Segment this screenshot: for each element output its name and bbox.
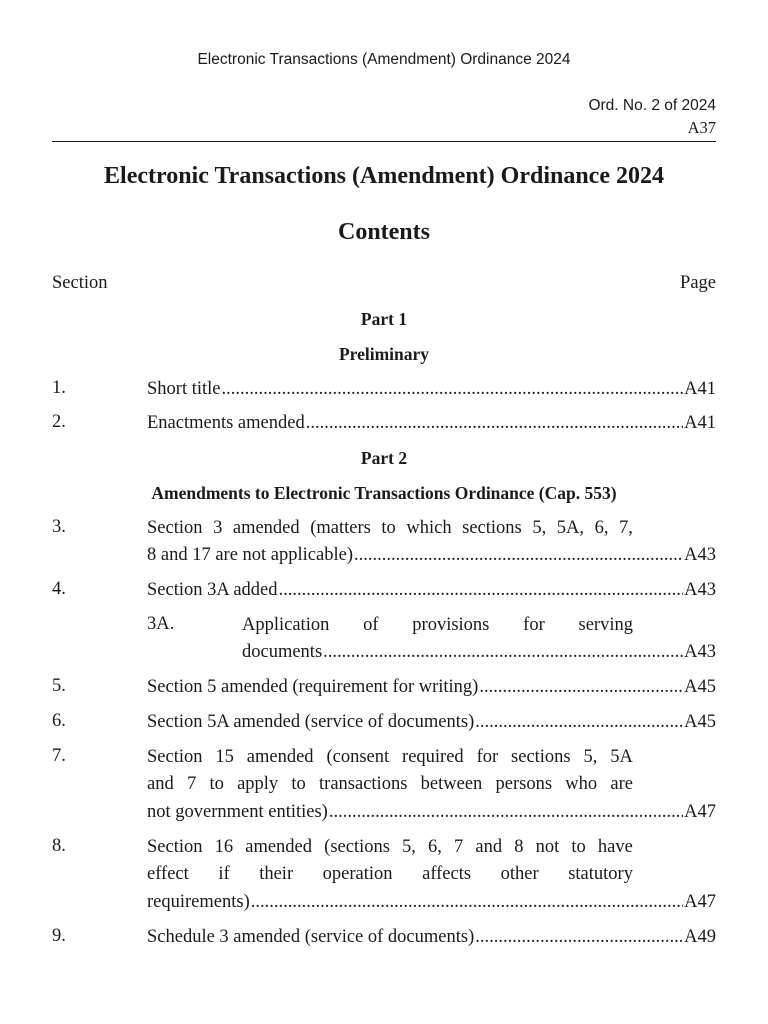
entry-number: 2. bbox=[52, 412, 66, 432]
word: 5, bbox=[583, 747, 598, 767]
word: sections bbox=[511, 747, 571, 767]
entry-number: 4. bbox=[52, 579, 66, 599]
word: 6, bbox=[594, 518, 609, 538]
leader-dots bbox=[329, 801, 683, 823]
entry-text: Short title bbox=[147, 379, 221, 399]
entry-text: Section 5 amended (requirement for writing) bbox=[147, 677, 479, 697]
toc-entry-section-5a-amended[interactable] bbox=[147, 711, 716, 733]
word: (consent bbox=[326, 747, 390, 767]
word: 8 bbox=[514, 837, 524, 857]
word: persons bbox=[495, 774, 553, 794]
word: transactions bbox=[319, 774, 408, 794]
word: 5, bbox=[532, 518, 547, 538]
word: of bbox=[363, 615, 379, 635]
leader-dots bbox=[279, 579, 684, 601]
entry-number: 9. bbox=[52, 926, 66, 946]
toc-entry-section-15-line-3[interactable] bbox=[147, 801, 716, 823]
word: to bbox=[381, 518, 396, 538]
word: who bbox=[565, 774, 598, 794]
leader-dots bbox=[251, 891, 683, 913]
page-number: A37 bbox=[687, 118, 716, 137]
word: 5A bbox=[610, 747, 633, 767]
entry-number: 5. bbox=[52, 676, 66, 696]
entry-text: documents bbox=[242, 642, 323, 662]
word: Section bbox=[147, 518, 203, 538]
word: their bbox=[259, 864, 294, 884]
word: 3 bbox=[213, 518, 223, 538]
entry-text: Enactments amended bbox=[147, 413, 305, 433]
word: effect bbox=[147, 864, 189, 884]
leader-dots bbox=[479, 676, 683, 698]
word: amended bbox=[246, 747, 314, 767]
word: have bbox=[597, 837, 633, 857]
document-title: Electronic Transactions (Amendment) Ordinance 2024 bbox=[104, 163, 664, 189]
word: serving bbox=[578, 615, 633, 635]
word: 15 bbox=[215, 747, 234, 767]
entry-number: 8. bbox=[52, 836, 66, 856]
word: to bbox=[291, 774, 306, 794]
word: and bbox=[475, 837, 503, 857]
word: (sections bbox=[324, 837, 390, 857]
toc-entry-section-15-line-1[interactable] bbox=[147, 746, 633, 768]
toc-entry-section-16-line-1[interactable] bbox=[147, 836, 633, 858]
toc-entry-short-title[interactable] bbox=[147, 378, 716, 400]
entry-page: A45 bbox=[684, 712, 716, 732]
leader-dots bbox=[323, 641, 683, 663]
word: not bbox=[535, 837, 560, 857]
leader-dots bbox=[475, 711, 683, 733]
entry-page: A43 bbox=[684, 580, 716, 600]
word: amended bbox=[232, 518, 300, 538]
word: required bbox=[402, 747, 464, 767]
word: 7, bbox=[619, 518, 633, 538]
toc-entry-section-5-amended[interactable] bbox=[147, 676, 716, 698]
word: between bbox=[420, 774, 483, 794]
leader-dots bbox=[475, 926, 683, 948]
word: to bbox=[209, 774, 224, 794]
entry-text: 8 and 17 are not applicable) bbox=[147, 545, 353, 565]
toc-entry-section-16-line-3[interactable] bbox=[147, 891, 716, 913]
running-header-title: Electronic Transactions (Amendment) Ordinance 2024 bbox=[197, 51, 571, 68]
entry-page: A43 bbox=[684, 545, 716, 565]
toc-entry-section-3-line-1[interactable] bbox=[147, 517, 633, 539]
word: sections bbox=[462, 518, 522, 538]
word: for bbox=[523, 615, 545, 635]
word: statutory bbox=[568, 864, 633, 884]
part-2-label: Part 2 bbox=[360, 448, 408, 468]
entry-number: 7. bbox=[52, 746, 66, 766]
entry-page: A47 bbox=[684, 892, 716, 912]
word: to bbox=[571, 837, 586, 857]
entry-page: A41 bbox=[684, 413, 716, 433]
toc-entry-section-3a-added[interactable] bbox=[147, 579, 716, 601]
entry-number: 6. bbox=[52, 711, 66, 731]
word: operation bbox=[322, 864, 393, 884]
word: 7 bbox=[186, 774, 197, 794]
word: and bbox=[147, 774, 174, 794]
word: Section bbox=[147, 837, 203, 857]
word: are bbox=[610, 774, 633, 794]
word: Application bbox=[242, 615, 330, 635]
word: 7 bbox=[454, 837, 464, 857]
toc-subentry-3a-line-1[interactable] bbox=[242, 614, 633, 636]
word: if bbox=[218, 864, 230, 884]
header-rule bbox=[52, 141, 716, 142]
entry-text: Section 3A added bbox=[147, 580, 278, 600]
entry-page: A45 bbox=[684, 677, 716, 697]
entry-page: A49 bbox=[684, 927, 716, 947]
part-1-title: Preliminary bbox=[338, 344, 430, 364]
toc-entry-enactments-amended[interactable] bbox=[147, 412, 716, 434]
toc-subentry-3a-line-2[interactable] bbox=[242, 641, 716, 663]
leader-dots bbox=[222, 378, 684, 400]
word: other bbox=[500, 864, 539, 884]
word: apply bbox=[237, 774, 279, 794]
leader-dots bbox=[354, 544, 683, 566]
contents-heading: Contents bbox=[337, 219, 430, 245]
ordinance-number: Ord. No. 2 of 2024 bbox=[588, 97, 716, 114]
part-1-label: Part 1 bbox=[360, 309, 408, 329]
entry-page: A41 bbox=[684, 379, 716, 399]
entry-number: 1. bbox=[52, 378, 66, 398]
entry-text: not government entities) bbox=[147, 802, 328, 822]
word: Section bbox=[147, 747, 203, 767]
entry-page: A43 bbox=[684, 642, 716, 662]
word: (matters bbox=[310, 518, 371, 538]
word: 5A, bbox=[556, 518, 584, 538]
word: amended bbox=[245, 837, 313, 857]
toc-entry-schedule-3-amended[interactable] bbox=[147, 926, 716, 948]
word: 16 bbox=[214, 837, 234, 857]
entry-page: A47 bbox=[684, 802, 716, 822]
word: 5, bbox=[402, 837, 416, 857]
entry-number: 3. bbox=[52, 517, 66, 537]
toc-entry-section-3-line-2[interactable] bbox=[147, 544, 716, 566]
entry-text: Section 5A amended (service of documents) bbox=[147, 712, 475, 732]
word: provisions bbox=[412, 615, 490, 635]
part-2-title: Amendments to Electronic Transactions Ordinance (Cap. 553) bbox=[151, 483, 617, 503]
word: 6, bbox=[428, 837, 442, 857]
entry-text: Schedule 3 amended (service of documents) bbox=[147, 927, 475, 947]
word: for bbox=[476, 747, 499, 767]
toc-entry-section-16-line-2[interactable] bbox=[147, 863, 633, 885]
entry-text: requirements) bbox=[147, 892, 250, 912]
subentry-number: 3A. bbox=[147, 614, 175, 634]
page-column-header: Page bbox=[680, 273, 716, 293]
section-column-header: Section bbox=[52, 273, 108, 293]
leader-dots bbox=[306, 412, 683, 434]
word: which bbox=[406, 518, 452, 538]
toc-entry-section-15-line-2[interactable] bbox=[147, 773, 633, 795]
word: affects bbox=[422, 864, 472, 884]
